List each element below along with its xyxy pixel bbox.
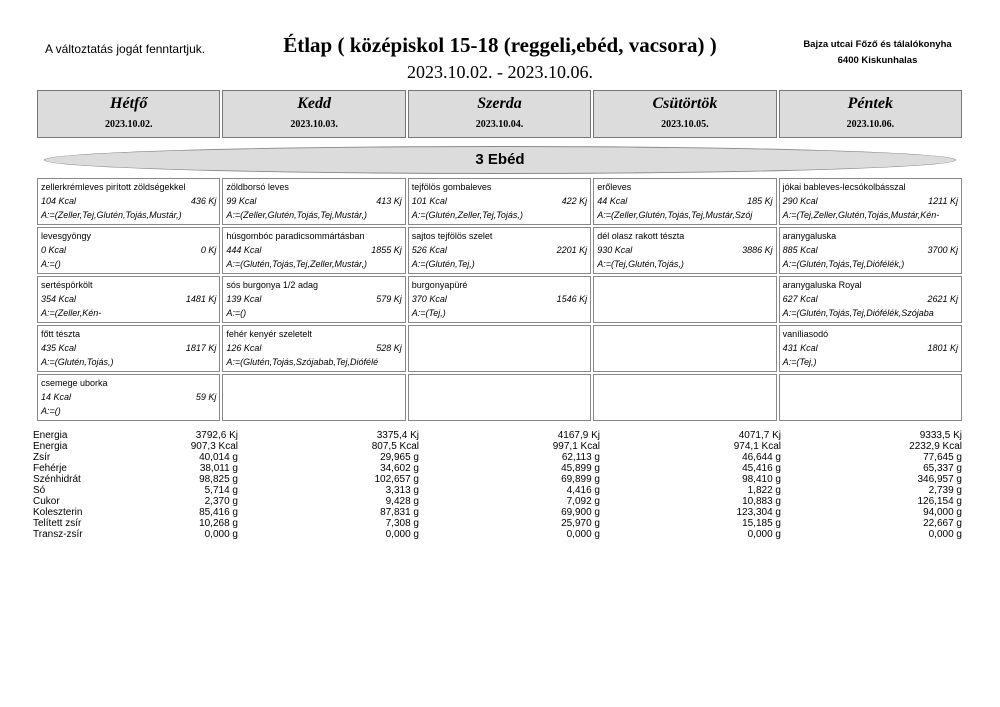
nutrition-value: 87,831 g — [380, 507, 419, 518]
dish-name: burgonyapüré — [411, 280, 468, 290]
menu-item — [408, 227, 591, 274]
nutrition-value: 10,883 g — [742, 496, 781, 507]
dish-kcal: 104 Kcal — [41, 196, 77, 206]
dish-kj: 422 Kj — [561, 196, 588, 206]
empty-cell — [593, 374, 776, 421]
dish-allergens: A:=() — [41, 259, 61, 269]
nutrition-row — [33, 430, 963, 441]
dish-name: húsgombóc paradicsommártásban — [226, 231, 365, 241]
nutrition-value: 0,000 g — [385, 529, 419, 540]
menu-item — [779, 227, 962, 274]
nutrition-value: 126,154 g — [917, 496, 962, 507]
dish-allergens: A:=(Zeller,Glutén,Tojás,Tej,Mustár,Szój — [597, 210, 753, 220]
dish-name: jókai bableves-lecsókolbásszal — [782, 182, 906, 192]
dish-name: levesgyöngy — [41, 231, 92, 241]
dish-kj: 0 Kj — [200, 245, 217, 255]
day-date: 2023.10.02. — [104, 119, 153, 130]
nutrition-value: 85,416 g — [199, 507, 238, 518]
dish-kcal: 0 Kcal — [41, 245, 67, 255]
nutrition-row — [33, 463, 963, 474]
nutrition-value: 5,714 g — [204, 485, 238, 496]
nutrition-value: 9333,5 Kj — [919, 430, 962, 441]
dish-kj: 185 Kj — [747, 196, 773, 206]
dish-kj: 413 Kj — [376, 196, 402, 206]
nutrition-value: 40,014 g — [199, 452, 238, 463]
nutrition-value: 2,739 g — [928, 485, 962, 496]
menu-item — [779, 178, 962, 225]
day-name: Csütörtök — [652, 95, 718, 112]
kitchen-info — [775, 37, 980, 69]
menu-item — [37, 178, 220, 225]
nutrition-label: Transz-zsír — [33, 529, 83, 540]
dish-kj: 2621 Kj — [927, 294, 958, 304]
dish-kj: 1817 Kj — [185, 343, 217, 353]
nutrition-row — [33, 507, 963, 518]
nutrition-value: 10,268 g — [199, 518, 238, 529]
dish-kj: 1855 Kj — [371, 245, 402, 255]
menu-item — [37, 276, 220, 323]
day-name: Kedd — [297, 95, 331, 112]
nutrition-row — [33, 441, 963, 452]
nutrition-value: 0,000 g — [566, 529, 600, 540]
nutrition-value: 34,602 g — [380, 463, 419, 474]
dish-kcal: 370 Kcal — [411, 294, 447, 304]
dish-kcal: 290 Kcal — [782, 196, 818, 206]
dish-allergens: A:=(Zeller,Tej,Glutén,Tojás,Mustár,) — [41, 210, 182, 220]
dish-name: sós burgonya 1/2 adag — [226, 280, 318, 290]
nutrition-row — [33, 518, 963, 529]
menu-item — [408, 178, 591, 225]
empty-cell — [222, 374, 405, 421]
nutrition-row — [33, 529, 963, 540]
nutrition-value: 45,899 g — [561, 463, 600, 474]
date-range: 2023.10.02. - 2023.10.06. — [407, 62, 593, 82]
dish-name: sertéspörkölt — [41, 280, 93, 290]
nutrition-value: 346,957 g — [917, 474, 962, 485]
nutrition-value: 98,825 g — [199, 474, 238, 485]
dish-kcal: 126 Kcal — [226, 343, 262, 353]
menu-item — [37, 325, 220, 372]
nutrition-value: 15,185 g — [742, 518, 781, 529]
nutrition-value: 907,3 Kcal — [190, 441, 238, 452]
day-date: 2023.10.06. — [846, 119, 895, 130]
nutrition-label: Fehérje — [33, 463, 67, 474]
nutrition-label: Só — [33, 485, 46, 496]
dish-kj: 1211 Kj — [928, 196, 958, 206]
dish-kj: 436 Kj — [190, 196, 217, 206]
nutrition-value: 98,410 g — [742, 474, 781, 485]
nutrition-value: 1,822 g — [747, 485, 781, 496]
day-header — [37, 90, 220, 138]
nutrition-value: 65,337 g — [923, 463, 962, 474]
day-name: Péntek — [847, 95, 893, 112]
nutrition-row — [33, 496, 963, 507]
nutrition-value: 807,5 Kcal — [371, 441, 419, 452]
dish-allergens: A:=(Glutén,Tojás,Szójabab,Tej,Diófélé — [226, 357, 379, 367]
nutrition-value: 69,899 g — [561, 474, 600, 485]
nutrition-value: 7,308 g — [385, 518, 419, 529]
dish-allergens: A:=(Zeller,Kén- — [41, 308, 102, 318]
nutrition-value: 22,667 g — [923, 518, 962, 529]
day-date: 2023.10.03. — [290, 119, 338, 130]
nutrition-value: 2232,9 Kcal — [909, 441, 962, 452]
dish-allergens: A:=(Zeller,Glutén,Tojás,Tej,Mustár,) — [226, 210, 368, 220]
empty-cell — [408, 325, 591, 372]
dish-name: főtt tészta — [41, 329, 81, 339]
dish-kcal: 99 Kcal — [226, 196, 257, 206]
nutrition-value: 997,1 Kcal — [552, 441, 600, 452]
dish-allergens: A:=() — [41, 406, 61, 416]
nutrition-value: 0,000 g — [204, 529, 238, 540]
menu-item — [408, 276, 591, 323]
nutrition-value: 38,011 g — [199, 463, 238, 474]
nutrition-value: 29,965 g — [380, 452, 419, 463]
dish-name: dél olasz rakott tészta — [597, 231, 685, 241]
menu-item — [37, 227, 220, 274]
nutrition-value: 9,428 g — [385, 496, 419, 507]
dish-kcal: 431 Kcal — [782, 343, 818, 353]
dish-kcal: 627 Kcal — [782, 294, 818, 304]
dish-kcal: 526 Kcal — [411, 245, 447, 255]
dish-allergens: A:=(Tej,Zeller,Glutén,Tojás,Mustár,Kén- — [782, 210, 940, 220]
nutrition-label: Energia — [33, 441, 68, 452]
dish-allergens: A:=(Glutén,Zeller,Tej,Tojás,) — [411, 210, 523, 220]
dish-allergens: A:=() — [226, 308, 247, 318]
nutrition-label: Telített zsír — [33, 518, 82, 529]
dish-kj: 1546 Kj — [556, 294, 588, 304]
menu-item — [593, 178, 776, 225]
dish-allergens: A:=(Glutén,Tojás,Tej,Zeller,Mustár,) — [226, 259, 368, 269]
dish-allergens: A:=(Tej,) — [782, 357, 817, 367]
nutrition-label: Zsír — [33, 452, 51, 463]
dish-kj: 3886 Kj — [742, 245, 773, 255]
empty-cell — [593, 276, 776, 323]
nutrition-label: Szénhidrát — [33, 474, 81, 485]
dish-name: zöldborsó leves — [226, 182, 289, 192]
dish-kcal: 101 Kcal — [411, 196, 447, 206]
nutrition-value: 94,000 g — [923, 507, 962, 518]
dish-kj: 528 Kj — [376, 343, 402, 353]
dish-name: aranygaluska — [782, 231, 837, 241]
nutrition-row — [33, 474, 963, 485]
nutrition-label: Koleszterin — [33, 507, 83, 518]
menu-item — [593, 227, 776, 274]
nutrition-value: 4071,7 Kj — [738, 430, 781, 441]
nutrition-value: 0,000 g — [747, 529, 781, 540]
disclaimer: A változtatás jogát fenntartjuk. — [45, 42, 206, 56]
dish-allergens: A:=(Tej,) — [411, 308, 446, 318]
nutrition-value: 4167,9 Kj — [557, 430, 600, 441]
nutrition-value: 2,370 g — [204, 496, 238, 507]
nutrition-value: 123,304 g — [736, 507, 781, 518]
day-date: 2023.10.04. — [475, 119, 524, 130]
nutrition-table — [33, 430, 963, 540]
nutrition-value: 974,1 Kcal — [733, 441, 781, 452]
kitchen-city: 6400 Kiskunhalas — [837, 55, 918, 66]
dish-kj: 59 Kj — [195, 392, 217, 402]
nutrition-row — [33, 485, 963, 496]
dish-kcal: 354 Kcal — [41, 294, 77, 304]
dish-kcal: 435 Kcal — [41, 343, 77, 353]
nutrition-value: 3792,6 Kj — [195, 430, 238, 441]
empty-cell — [779, 374, 962, 421]
nutrition-value: 4,416 g — [566, 485, 600, 496]
day-header-row — [37, 90, 962, 138]
nutrition-value: 46,644 g — [742, 452, 781, 463]
menu-grid — [37, 178, 962, 421]
empty-cell — [408, 374, 591, 421]
dish-allergens: A:=(Glutén,Tojás,) — [41, 357, 114, 367]
dish-name: zellerkrémleves pirított zöldségekkel — [41, 182, 186, 192]
menu-item — [222, 276, 405, 323]
menu-item — [37, 374, 220, 421]
day-date: 2023.10.05. — [661, 119, 709, 130]
nutrition-value: 69,900 g — [561, 507, 600, 518]
day-header — [222, 90, 405, 138]
menu-item — [222, 178, 405, 225]
menu-item — [222, 227, 405, 274]
dish-kcal: 444 Kcal — [226, 245, 262, 255]
nutrition-value: 3,313 g — [385, 485, 419, 496]
dish-allergens: A:=(Glutén,Tojás,Tej,Diófélék,Szójaba — [782, 308, 934, 318]
nutrition-value: 77,645 g — [923, 452, 962, 463]
nutrition-value: 25,970 g — [561, 518, 600, 529]
nutrition-value: 0,000 g — [928, 529, 962, 540]
dish-kj: 579 Kj — [376, 294, 402, 304]
meal-banner: 3 Ebéd — [44, 146, 956, 174]
dish-kcal: 930 Kcal — [597, 245, 633, 255]
dish-allergens: A:=(Glutén,Tojás,Tej,Diófélék,) — [782, 259, 905, 269]
dish-name: sajtos tejfölös szelet — [411, 231, 493, 241]
dish-allergens: A:=(Glutén,Tej,) — [411, 259, 475, 269]
nutrition-label: Energia — [33, 430, 68, 441]
dish-name: tejfölös gombaleves — [411, 182, 492, 192]
empty-cell — [593, 325, 776, 372]
nutrition-value: 102,657 g — [374, 474, 419, 485]
nutrition-label: Cukor — [33, 496, 60, 507]
kitchen-name: Bajza utcai Főző és tálalókonyha — [803, 39, 952, 50]
dish-kcal: 14 Kcal — [41, 392, 72, 402]
dish-name: erőleves — [597, 182, 632, 192]
dish-kj: 1801 Kj — [927, 343, 958, 353]
day-header — [593, 90, 776, 138]
page-title: Étlap ( középiskol 15-18 (reggeli,ebéd, vacsora) ) — [283, 33, 717, 57]
nutrition-value: 62,113 g — [561, 452, 600, 463]
dish-name: vaníliasodó — [782, 329, 829, 339]
dish-name: fehér kenyér szeletelt — [226, 329, 312, 339]
dish-name: csemege uborka — [41, 378, 108, 388]
day-header — [408, 90, 591, 138]
dish-name: aranygaluska Royal — [782, 280, 862, 290]
nutrition-row — [33, 452, 963, 463]
dish-kj: 2201 Kj — [556, 245, 588, 255]
menu-item — [779, 276, 962, 323]
dish-kj: 3700 Kj — [927, 245, 958, 255]
nutrition-value: 7,092 g — [566, 496, 600, 507]
menu-item — [779, 325, 962, 372]
dish-kcal: 44 Kcal — [597, 196, 628, 206]
dish-kcal: 139 Kcal — [226, 294, 262, 304]
day-name: Szerda — [477, 95, 522, 112]
menu-item — [222, 325, 405, 372]
nutrition-value: 45,416 g — [742, 463, 781, 474]
day-name: Hétfő — [110, 95, 148, 112]
dish-kcal: 885 Kcal — [782, 245, 818, 255]
day-header — [779, 90, 962, 138]
dish-allergens: A:=(Tej,Glutén,Tojás,) — [597, 259, 684, 269]
dish-kj: 1481 Kj — [185, 294, 217, 304]
nutrition-value: 3375,4 Kj — [376, 430, 419, 441]
